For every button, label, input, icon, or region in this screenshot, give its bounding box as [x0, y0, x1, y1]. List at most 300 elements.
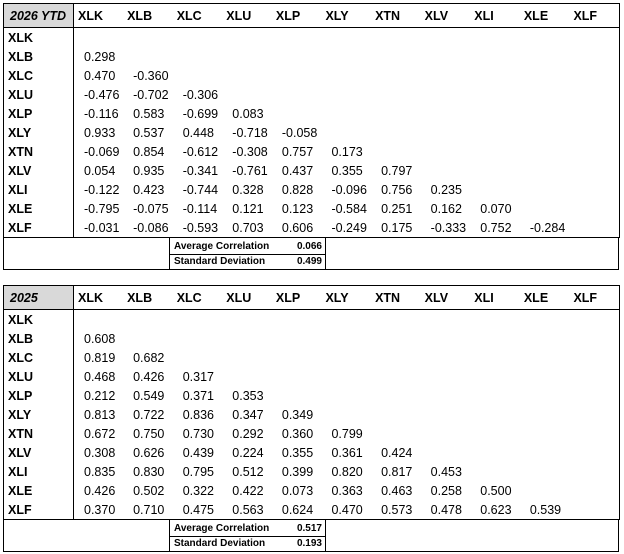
column-header-xlu: XLU [222, 286, 272, 310]
empty-cell [569, 310, 619, 330]
row-label-xtn: XTN [4, 142, 74, 161]
correlation-value: -0.069 [84, 144, 120, 159]
empty-cell [569, 161, 619, 180]
empty-cell [371, 142, 421, 161]
correlation-value: 0.799 [331, 426, 363, 441]
correlation-value: 0.752 [470, 218, 520, 238]
empty-cell [222, 47, 272, 66]
correlation-value: 0.756 [381, 182, 413, 197]
correlation-value: 0.224 [232, 445, 264, 460]
empty-cell [321, 123, 371, 142]
correlation-value: 0.355 [281, 445, 314, 460]
empty-cell [421, 66, 471, 85]
average-correlation-label: Average Correlation [174, 241, 270, 252]
correlation-value: 0.672 [84, 426, 116, 441]
correlation-value: -0.360 [133, 68, 169, 83]
empty-cell [520, 123, 570, 142]
table-row [4, 424, 620, 443]
empty-cell [470, 123, 520, 142]
correlation-value: 0.730 [182, 426, 214, 441]
empty-cell [470, 348, 520, 367]
correlation-value: -0.116 [84, 106, 119, 121]
row-label-xle: XLE [4, 199, 74, 218]
correlation-value: -0.476 [84, 87, 120, 102]
period-label: 2026 YTD [4, 4, 74, 28]
empty-cell [272, 28, 322, 48]
correlation-value: 0.251 [381, 201, 413, 216]
correlation-value: 0.308 [84, 445, 116, 460]
table-row [4, 199, 620, 218]
average-correlation-row [170, 239, 325, 255]
empty-cell [272, 104, 322, 123]
empty-cell [569, 386, 619, 405]
row-label-xlu: XLU [4, 367, 74, 386]
column-header-xle: XLE [520, 4, 570, 28]
correlation-value: 0.854 [133, 144, 165, 159]
column-header-xlf: XLF [569, 4, 619, 28]
column-header-xly: XLY [321, 4, 371, 28]
correlation-value: 0.606 [272, 218, 322, 238]
correlation-value: -0.341 [182, 163, 219, 178]
empty-cell [421, 104, 471, 123]
correlation-value: 0.813 [84, 407, 116, 422]
empty-cell [569, 180, 619, 199]
empty-cell [470, 142, 520, 161]
correlation-value: 0.258 [430, 483, 462, 498]
table-row [4, 405, 620, 424]
correlation-value: -0.702 [133, 87, 169, 102]
empty-cell [222, 85, 272, 104]
correlation-value: 0.083 [232, 106, 264, 121]
column-header-xlb: XLB [123, 4, 173, 28]
empty-cell [520, 142, 570, 161]
correlation-value: -0.086 [123, 218, 173, 238]
empty-cell [222, 329, 272, 348]
empty-cell [371, 405, 421, 424]
row-label-xlv: XLV [4, 443, 74, 462]
empty-cell [321, 104, 371, 123]
correlation-value: 0.123 [281, 201, 314, 216]
column-header-xle: XLE [520, 286, 570, 310]
correlation-value: 0.212 [84, 388, 116, 403]
empty-cell [272, 386, 322, 405]
table-row [4, 66, 620, 85]
correlation-value: 0.121 [232, 201, 264, 216]
empty-cell [173, 329, 223, 348]
correlation-value: 0.539 [520, 500, 570, 520]
correlation-value: 0.623 [470, 500, 520, 520]
empty-cell [470, 66, 520, 85]
correlation-value: -0.284 [520, 218, 570, 238]
correlation-value: -0.593 [173, 218, 223, 238]
correlation-value: 0.836 [182, 407, 214, 422]
empty-cell [520, 310, 570, 330]
table-row [4, 28, 620, 48]
empty-cell [421, 348, 471, 367]
correlation-matrix-table [3, 285, 620, 520]
correlation-value: 0.361 [331, 445, 363, 460]
empty-cell [470, 424, 520, 443]
correlation-value: 0.795 [182, 464, 214, 479]
correlation-value: 0.512 [232, 464, 264, 479]
empty-cell [520, 104, 570, 123]
standard-deviation-row [170, 536, 325, 551]
empty-cell [520, 329, 570, 348]
empty-cell [569, 104, 619, 123]
empty-cell [470, 367, 520, 386]
empty-cell [569, 424, 619, 443]
empty-cell [569, 348, 619, 367]
empty-cell [173, 310, 223, 330]
empty-cell [520, 405, 570, 424]
row-label-xlf: XLF [4, 500, 74, 520]
table-row [4, 218, 620, 238]
correlation-value: 0.549 [133, 388, 165, 403]
empty-cell [421, 161, 471, 180]
empty-cell [222, 348, 272, 367]
empty-cell [520, 47, 570, 66]
correlation-value: 0.819 [84, 350, 116, 365]
table-row [4, 481, 620, 500]
correlation-value: 0.750 [133, 426, 165, 441]
empty-cell [371, 424, 421, 443]
column-header-xtn: XTN [371, 286, 421, 310]
empty-cell [321, 386, 371, 405]
correlation-value: 0.463 [381, 483, 413, 498]
correlation-value: -0.031 [74, 218, 124, 238]
empty-cell [569, 85, 619, 104]
empty-cell [569, 66, 619, 85]
average-correlation-value: 0.517 [296, 523, 322, 534]
row-label-xlb: XLB [4, 47, 74, 66]
empty-cell [470, 180, 520, 199]
table-row [4, 161, 620, 180]
correlation-value: 0.371 [182, 388, 214, 403]
empty-cell [272, 348, 322, 367]
table-row [4, 329, 620, 348]
correlation-value: 0.573 [371, 500, 421, 520]
row-label-xli: XLI [4, 462, 74, 481]
period-label: 2025 [4, 286, 74, 310]
correlation-value: 0.423 [133, 182, 165, 197]
empty-cell [569, 142, 619, 161]
summary-statistics [3, 238, 619, 270]
empty-cell [569, 123, 619, 142]
empty-cell [470, 161, 520, 180]
standard-deviation-value: 0.499 [296, 256, 322, 267]
correlation-value: 0.830 [133, 464, 165, 479]
row-label-xlf: XLF [4, 218, 74, 238]
empty-cell [272, 310, 322, 330]
correlation-value: 0.468 [84, 369, 116, 384]
correlation-value: 0.292 [232, 426, 264, 441]
correlation-value: -0.306 [182, 87, 219, 102]
column-header-xlc: XLC [173, 286, 223, 310]
empty-cell [520, 28, 570, 48]
correlation-value: 0.370 [74, 500, 124, 520]
correlation-value: 0.437 [281, 163, 314, 178]
correlation-value: 0.424 [381, 445, 413, 460]
correlation-value: 0.448 [182, 125, 214, 140]
column-header-xli: XLI [470, 286, 520, 310]
empty-cell [520, 424, 570, 443]
row-label-xlp: XLP [4, 104, 74, 123]
empty-cell [321, 310, 371, 330]
empty-cell [421, 329, 471, 348]
empty-cell [421, 443, 471, 462]
row-label-xly: XLY [4, 405, 74, 424]
empty-cell [470, 85, 520, 104]
correlation-value: -0.584 [331, 201, 367, 216]
empty-cell [421, 47, 471, 66]
empty-cell [470, 443, 520, 462]
empty-cell [123, 329, 173, 348]
empty-cell [371, 367, 421, 386]
summary-statistics [3, 520, 619, 552]
correlation-value: 0.426 [133, 369, 165, 384]
correlation-value: 0.703 [222, 218, 272, 238]
correlation-block-2025 [3, 285, 619, 552]
empty-cell [421, 123, 471, 142]
row-label-xli: XLI [4, 180, 74, 199]
empty-cell [321, 329, 371, 348]
average-correlation-value: 0.066 [296, 241, 322, 252]
correlation-matrix-table [3, 3, 620, 238]
row-label-xle: XLE [4, 481, 74, 500]
correlation-value: -0.075 [133, 201, 169, 216]
correlation-value: -0.612 [182, 144, 219, 159]
empty-cell [520, 367, 570, 386]
correlation-value: -0.122 [84, 182, 120, 197]
standard-deviation-value: 0.193 [296, 538, 322, 549]
standard-deviation-label: Standard Deviation [174, 256, 266, 267]
empty-cell [272, 367, 322, 386]
correlation-value: 0.175 [371, 218, 421, 238]
column-header-xlb: XLB [123, 286, 173, 310]
table-row [4, 104, 620, 123]
table-row [4, 47, 620, 66]
empty-cell [371, 386, 421, 405]
empty-cell [421, 386, 471, 405]
column-header-xly: XLY [321, 286, 371, 310]
column-header-xlp: XLP [272, 4, 322, 28]
empty-cell [520, 462, 570, 481]
row-label-xtn: XTN [4, 424, 74, 443]
table-row [4, 443, 620, 462]
correlation-value: 0.820 [331, 464, 363, 479]
empty-cell [569, 199, 619, 218]
empty-cell [569, 405, 619, 424]
standard-deviation-label: Standard Deviation [174, 538, 266, 549]
empty-cell [421, 367, 471, 386]
empty-cell [272, 85, 322, 104]
empty-cell [321, 28, 371, 48]
empty-cell [123, 47, 173, 66]
row-label-xlc: XLC [4, 66, 74, 85]
correlation-value: 0.355 [331, 163, 363, 178]
average-correlation-label: Average Correlation [174, 523, 270, 534]
empty-cell [520, 386, 570, 405]
correlation-value: 0.073 [281, 483, 314, 498]
table-row [4, 367, 620, 386]
correlation-value: 0.328 [232, 182, 264, 197]
empty-cell [421, 142, 471, 161]
empty-cell [371, 329, 421, 348]
empty-cell [569, 218, 619, 238]
correlation-value: 0.453 [430, 464, 462, 479]
correlation-value: -0.058 [281, 125, 318, 140]
empty-cell [421, 85, 471, 104]
empty-cell [173, 47, 223, 66]
empty-cell [321, 47, 371, 66]
correlation-value: 0.626 [133, 445, 165, 460]
correlation-value: 0.828 [281, 182, 314, 197]
table-row [4, 180, 620, 199]
correlation-value: -0.096 [331, 182, 367, 197]
correlation-value: 0.563 [222, 500, 272, 520]
row-label-xlp: XLP [4, 386, 74, 405]
empty-cell [173, 28, 223, 48]
empty-cell [520, 180, 570, 199]
empty-cell [272, 329, 322, 348]
correlation-value: 0.360 [281, 426, 314, 441]
correlation-value: 0.935 [133, 163, 165, 178]
correlation-value: 0.363 [331, 483, 363, 498]
table-row [4, 462, 620, 481]
empty-cell [222, 367, 272, 386]
empty-cell [520, 481, 570, 500]
correlation-block-2026-ytd [3, 3, 619, 270]
summary-box [169, 238, 326, 269]
empty-cell [520, 348, 570, 367]
empty-cell [470, 386, 520, 405]
empty-cell [371, 85, 421, 104]
correlation-value: -0.114 [182, 201, 218, 216]
correlation-value: -0.699 [182, 106, 219, 121]
empty-cell [371, 66, 421, 85]
column-header-xlp: XLP [272, 286, 322, 310]
correlation-value: 0.317 [182, 369, 214, 384]
row-label-xlu: XLU [4, 85, 74, 104]
correlation-value: -0.333 [421, 218, 471, 238]
correlation-value: 0.439 [182, 445, 214, 460]
correlation-value: 0.682 [133, 350, 165, 365]
column-header-xlc: XLC [173, 4, 223, 28]
empty-cell [421, 28, 471, 48]
correlation-value: 0.608 [84, 331, 116, 346]
empty-cell [470, 28, 520, 48]
empty-cell [520, 443, 570, 462]
row-label-xly: XLY [4, 123, 74, 142]
empty-cell [421, 310, 471, 330]
empty-cell [371, 310, 421, 330]
empty-cell [520, 161, 570, 180]
average-correlation-row [170, 521, 325, 537]
empty-cell [123, 28, 173, 48]
empty-cell [123, 310, 173, 330]
correlation-value: 0.173 [331, 144, 363, 159]
table-row [4, 386, 620, 405]
correlation-value: 0.757 [281, 144, 314, 159]
correlation-value: 0.070 [480, 201, 512, 216]
summary-box [169, 520, 326, 551]
empty-cell [520, 66, 570, 85]
empty-cell [569, 500, 619, 520]
correlation-value: 0.054 [84, 163, 116, 178]
column-header-xlv: XLV [421, 4, 471, 28]
empty-cell [321, 66, 371, 85]
correlation-value: 0.422 [232, 483, 264, 498]
column-header-xli: XLI [470, 4, 520, 28]
empty-cell [272, 47, 322, 66]
correlation-value: -0.249 [321, 218, 371, 238]
row-label-xlb: XLB [4, 329, 74, 348]
empty-cell [421, 424, 471, 443]
empty-cell [470, 405, 520, 424]
empty-cell [272, 66, 322, 85]
correlation-value: 0.470 [321, 500, 371, 520]
standard-deviation-row [170, 254, 325, 269]
empty-cell [520, 199, 570, 218]
empty-cell [470, 104, 520, 123]
empty-cell [569, 367, 619, 386]
correlation-value: -0.795 [84, 201, 120, 216]
correlation-value: 0.349 [281, 407, 314, 422]
correlation-value: -0.761 [232, 163, 268, 178]
empty-cell [321, 348, 371, 367]
correlation-value: -0.308 [232, 144, 268, 159]
empty-cell [371, 348, 421, 367]
empty-cell [470, 47, 520, 66]
empty-cell [222, 310, 272, 330]
correlation-value: 0.353 [232, 388, 264, 403]
row-label-xlk: XLK [4, 28, 74, 48]
row-label-xlv: XLV [4, 161, 74, 180]
empty-cell [74, 28, 124, 48]
empty-cell [371, 123, 421, 142]
table-row [4, 85, 620, 104]
correlation-value: 0.817 [381, 464, 413, 479]
correlation-value: 0.399 [281, 464, 314, 479]
empty-cell [321, 405, 371, 424]
row-label-xlc: XLC [4, 348, 74, 367]
correlation-value: 0.537 [133, 125, 165, 140]
column-header-xlu: XLU [222, 4, 272, 28]
empty-cell [569, 443, 619, 462]
empty-cell [222, 66, 272, 85]
empty-cell [569, 329, 619, 348]
empty-cell [569, 28, 619, 48]
table-row [4, 348, 620, 367]
correlation-value: -0.744 [182, 182, 219, 197]
correlation-value: 0.475 [173, 500, 223, 520]
empty-cell [421, 405, 471, 424]
correlation-value: 0.835 [84, 464, 116, 479]
correlation-value: 0.583 [133, 106, 165, 121]
empty-cell [74, 310, 124, 330]
empty-cell [321, 85, 371, 104]
empty-cell [470, 329, 520, 348]
empty-cell [371, 47, 421, 66]
empty-cell [173, 66, 223, 85]
empty-cell [173, 348, 223, 367]
correlation-value: 0.933 [84, 125, 116, 140]
correlation-value: 0.710 [123, 500, 173, 520]
table-row [4, 123, 620, 142]
row-label-xlk: XLK [4, 310, 74, 330]
empty-cell [569, 462, 619, 481]
column-header-xlf: XLF [569, 286, 619, 310]
